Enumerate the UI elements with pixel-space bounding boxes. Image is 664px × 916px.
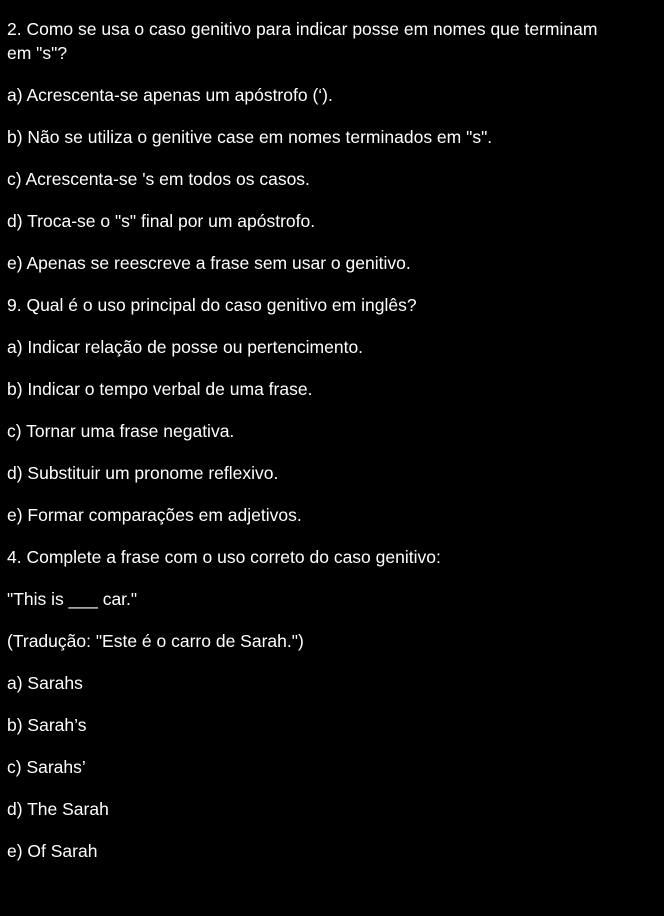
q4-translation: (Tradução: "Este é o carro de Sarah.") (7, 631, 304, 651)
q2-option-a: a) Acrescenta-se apenas um apóstrofo (‘). (7, 85, 333, 105)
q4-option-c: c) Sarahs’ (7, 757, 86, 777)
question-2-line-2: em "s"? (7, 43, 68, 63)
q4-option-a: a) Sarahs (7, 673, 83, 693)
q4-option-d: d) The Sarah (7, 799, 109, 819)
q2-option-b: b) Não se utiliza o genitive case em nomes terminados em "s". (7, 127, 493, 147)
q2-option-c: c) Acrescenta-se 's em todos os casos. (7, 169, 310, 189)
q9-option-b: b) Indicar o tempo verbal de uma frase. (7, 379, 313, 399)
q4-option-b: b) Sarah’s (7, 715, 87, 735)
q9-option-a: a) Indicar relação de posse ou pertencimento. (7, 337, 364, 357)
question-4: 4. Complete a frase com o uso correto do caso genitivo: (7, 547, 441, 567)
q4-option-e: e) Of Sarah (7, 841, 98, 861)
q9-option-e: e) Formar comparações em adjetivos. (7, 505, 302, 525)
question-2-line-1: 2. Como se usa o caso genitivo para indicar posse em nomes que terminam (7, 19, 598, 39)
question-9: 9. Qual é o uso principal do caso genitivo em inglês? (7, 295, 417, 315)
q9-option-c: c) Tornar uma frase negativa. (7, 421, 235, 441)
q9-option-d: d) Substituir um pronome reflexivo. (7, 463, 279, 483)
q2-option-e: e) Apenas se reescreve a frase sem usar o genitivo. (7, 253, 411, 273)
q4-sentence: "This is ___ car." (7, 589, 138, 609)
quiz-document (7, 17, 657, 863)
q2-option-d: d) Troca-se o "s" final por um apóstrofo. (7, 211, 316, 231)
